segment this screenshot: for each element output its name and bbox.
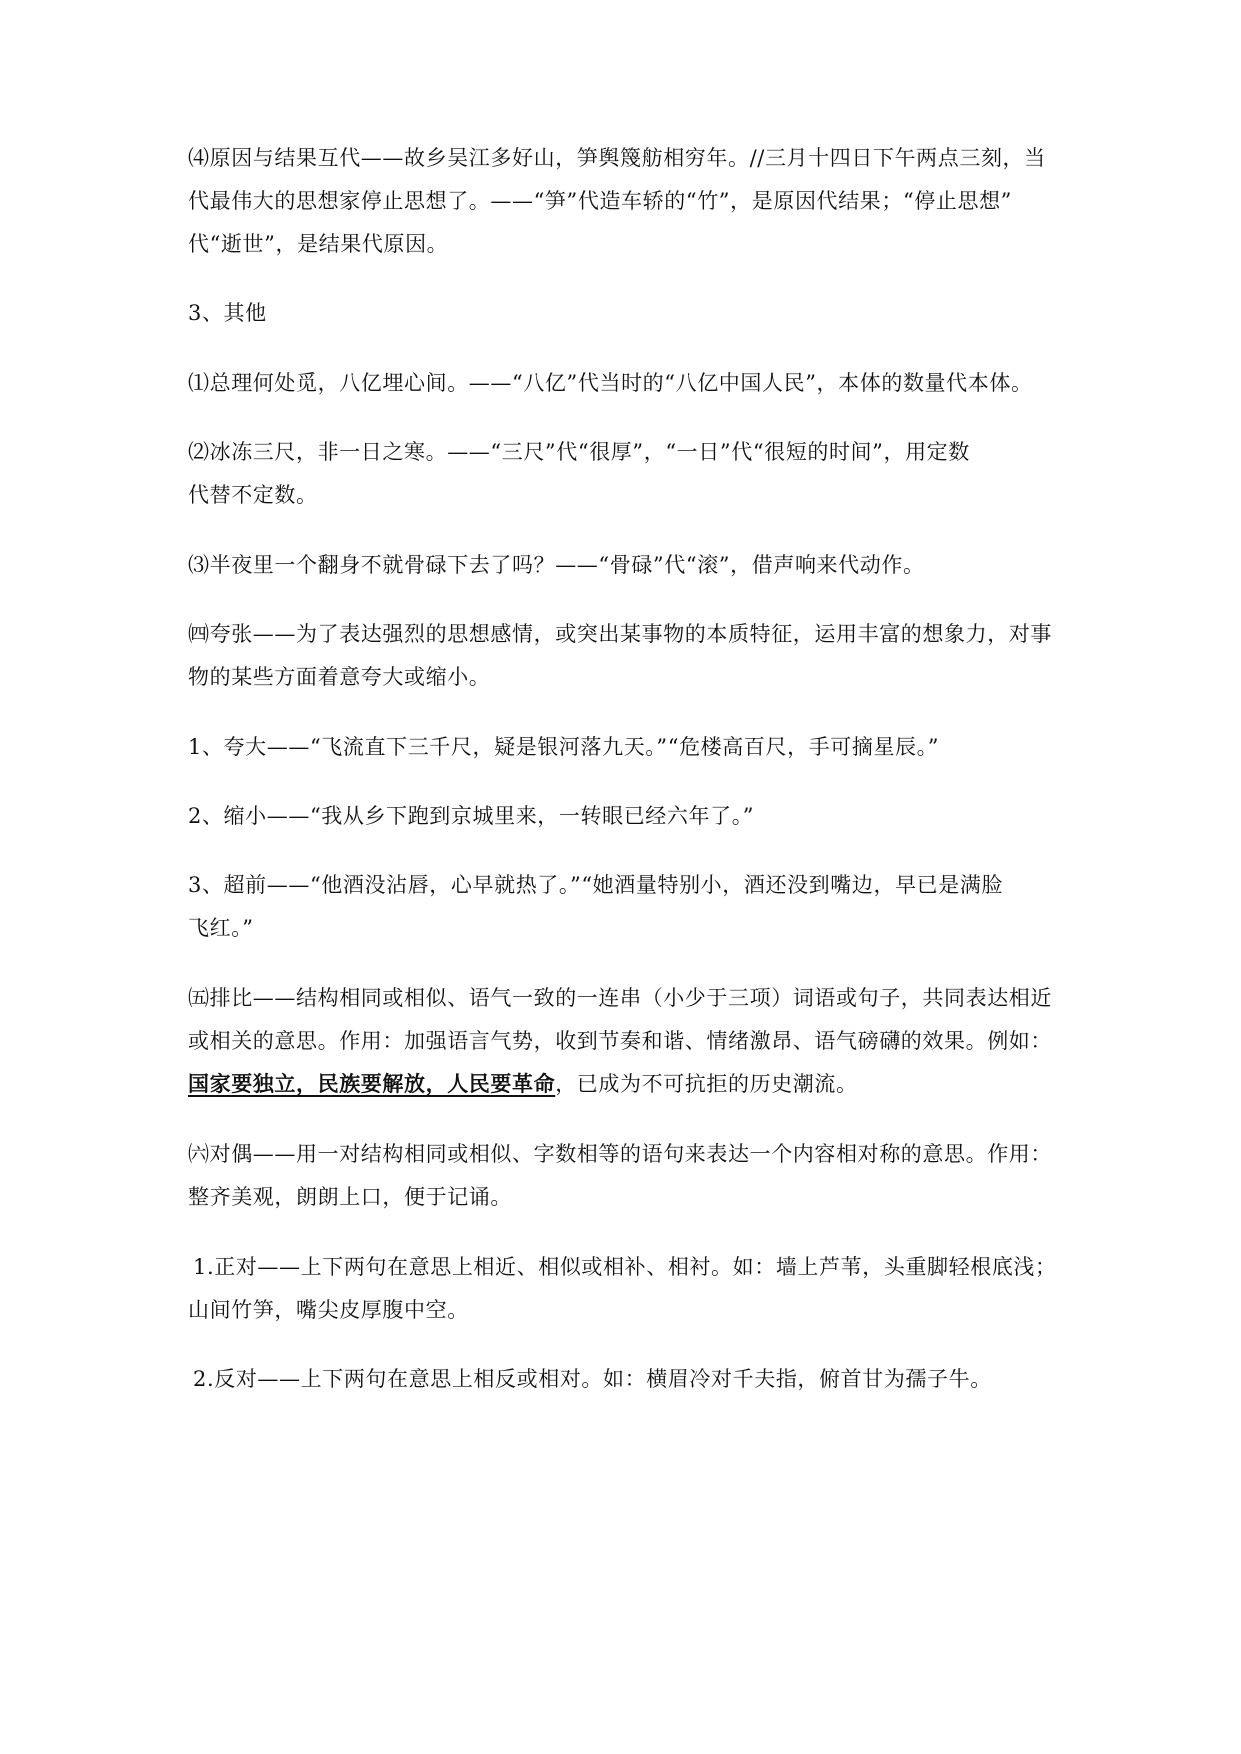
text-line: 代替不定数。 [188, 483, 318, 507]
example-rest: ，已成为不可抗拒的历史潮流。 [555, 1072, 858, 1096]
text-line: ㈣夸张——为了表达强烈的思想感情，或突出某事物的本质特征，运用丰富的想象力，对事 [188, 622, 1052, 646]
text-line: 3、超前——“他酒没沾唇，心早就热了。”“她酒量特别小，酒还没到嘴边，早已是满脸 [188, 873, 1004, 897]
text-line: 山间竹笋，嘴尖皮厚腹中空。 [188, 1298, 469, 1322]
text-line: 代最伟大的思想家停止思想了。——“笋”代造车轿的“竹”，是原因代结果；“停止思想” [188, 189, 1013, 213]
text-line: ⑴总理何处觅，八亿埋心间。——“八亿”代当时的“八亿中国人民”，本体的数量代本体。 [188, 371, 1033, 395]
text-line: 2.反对——上下两句在意思上相反或相对。如：横眉冷对千夫指，俯首甘为孺子牛。 [193, 1367, 992, 1391]
section-heading: 3、其他 [188, 301, 267, 325]
emphasized-example: 国家要独立，民族要解放，人民要革命 [188, 1071, 556, 1096]
text-line: 整齐美观，朗朗上口，便于记诵。 [188, 1185, 512, 1209]
text-line: 1.正对——上下两句在意思上相近、相似或相补、相衬。如：墙上芦苇，头重脚轻根底浅； [193, 1255, 1057, 1279]
text-line: 或相关的意思。作用：加强语言气势，收到节奏和谐、情绪激昂、语气磅礴的效果。例如： [188, 1029, 1052, 1053]
text-line: 代“逝世”，是结果代原因。 [188, 232, 449, 256]
text-line: ㈤排比——结构相同或相似、语气一致的一连串（小少于三项）词语或句子，共同表达相近 [188, 986, 1052, 1010]
text-line: ㈥对偶——用一对结构相同或相似、字数相等的语句来表达一个内容相对称的意思。作用： [188, 1142, 1052, 1166]
text-line [188, 1069, 1068, 1099]
text-line: ⑷原因与结果互代——故乡吴江多好山，笋舆篾舫相穷年。//三月十四日下午两点三刻，当 [188, 146, 1046, 170]
text-line: 1、夸大——“飞流直下三千尺，疑是银河落九天。”“危楼高百尺，手可摘星辰。” [188, 735, 940, 759]
text-line: 物的某些方面着意夸大或缩小。 [188, 665, 491, 689]
text-line: ⑶半夜里一个翻身不就骨碌下去了吗？——“骨碌”代“滚”，借声响来代动作。 [188, 553, 925, 577]
text-line: 2、缩小——“我从乡下跑到京城里来，一转眼已经六年了。” [188, 804, 755, 828]
text-line: 飞红。” [188, 916, 254, 940]
text-line: ⑵冰冻三尺，非一日之寒。——“三尺”代“很厚”，“一日”代“很短的时间”，用定数 [188, 440, 970, 464]
